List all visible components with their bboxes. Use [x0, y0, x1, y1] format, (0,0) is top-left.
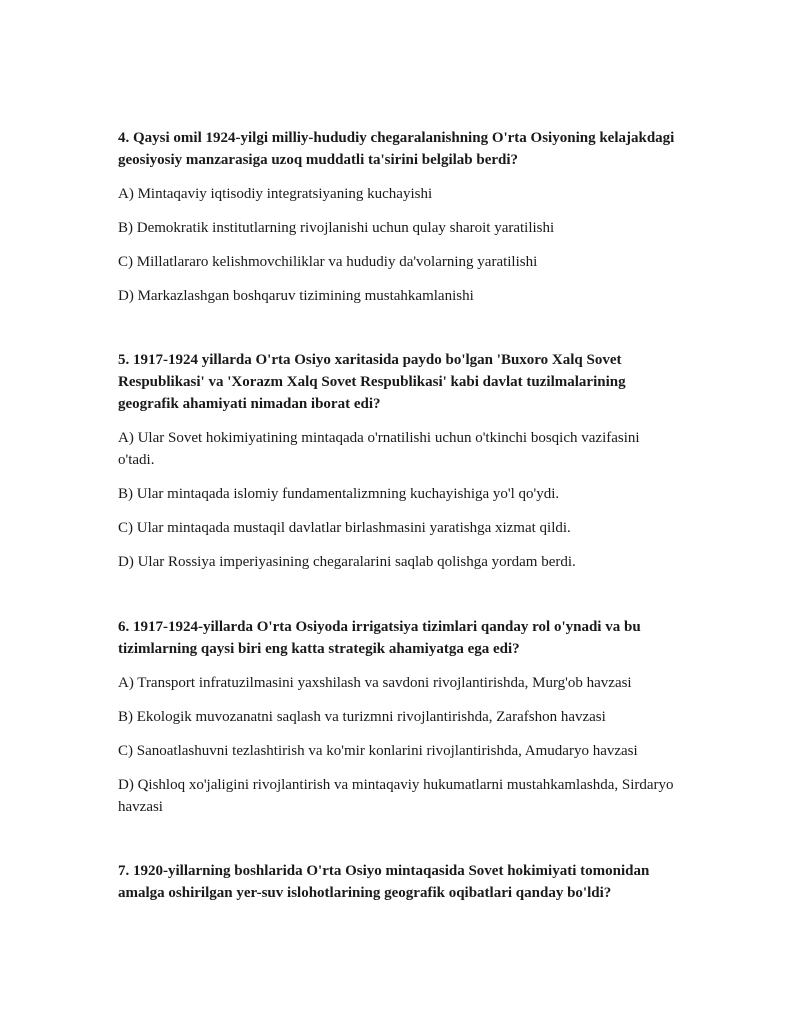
option-d: D) Qishloq xo'jaligini rivojlantirish va mintaqaviy hukumatlarni mustahkamlashda, Sirdaryo havzasi — [118, 777, 674, 815]
option-b: B) Ekologik muvozanatni saqlash va turizmni rivojlantirishda, Zarafshon havzasi — [118, 709, 606, 725]
option-a: A) Ular Sovet hokimiyatining mintaqada o'rnatilishi uchun o'tkinchi bosqich vazifasini o'tadi. — [118, 430, 640, 468]
question-text: 5. 1917-1924 yillarda O'rta Osiyo xaritasida paydo bo'lgan 'Buxoro Xalq Sovet Respublikasi' va 'Xorazm Xalq Sovet Respublikasi' kabi davlat tuzilmalarining geografik ahamiyati nimadan iborat edi? — [118, 352, 626, 412]
question-text: 6. 1917-1924-yillarda O'rta Osiyoda irrigatsiya tizimlari qanday rol o'ynadi va bu tizimlarning qaysi biri eng katta strategik ahamiyatga ega edi? — [118, 619, 641, 657]
option-c: C) Millatlararo kelishmovchiliklar va hududiy da'volarning yaratilishi — [118, 254, 538, 270]
option-c: C) Sanoatlashuvni tezlashtirish va ko'mir konlarini rivojlantirishda, Amudaryo havzasi — [118, 743, 638, 759]
option-b: B) Demokratik institutlarning rivojlanishi uchun qulay sharoit yaratilishi — [118, 220, 555, 236]
question-5 — [118, 349, 678, 585]
option-b: B) Ular mintaqada islomiy fundamentalizmning kuchayishiga yo'l qo'ydi. — [118, 486, 560, 502]
question-text: 7. 1920-yillarning boshlarida O'rta Osiyo mintaqasida Sovet hokimiyati tomonidan amalga oshirilgan yer-suv islohotlarining geografik oqibatlari qanday bo'ldi? — [118, 863, 650, 901]
option-a: A) Mintaqaviy iqtisodiy integratsiyaning kuchayishi — [118, 186, 433, 202]
option-d: D) Markazlashgan boshqaruv tizimining mustahkamlanishi — [118, 288, 474, 304]
option-a: A) Transport infratuzilmasini yaxshilash va savdoni rivojlantirishda, Murg'ob havzasi — [118, 675, 632, 691]
question-4 — [118, 127, 678, 319]
option-d: D) Ular Rossiya imperiyasining chegaralarini saqlab qolishga yordam berdi. — [118, 554, 576, 570]
question-7 — [118, 860, 678, 916]
question-text: 4. Qaysi omil 1924-yilgi milliy-hududiy chegaralanishning O'rta Osiyoning kelajakdagi geosiyosiy manzarasiga uzoq muddatli ta'sirini belgilab berdi? — [118, 130, 675, 168]
option-c: C) Ular mintaqada mustaqil davlatlar birlashmasini yaratishga xizmat qildi. — [118, 520, 571, 536]
question-6 — [118, 616, 678, 830]
